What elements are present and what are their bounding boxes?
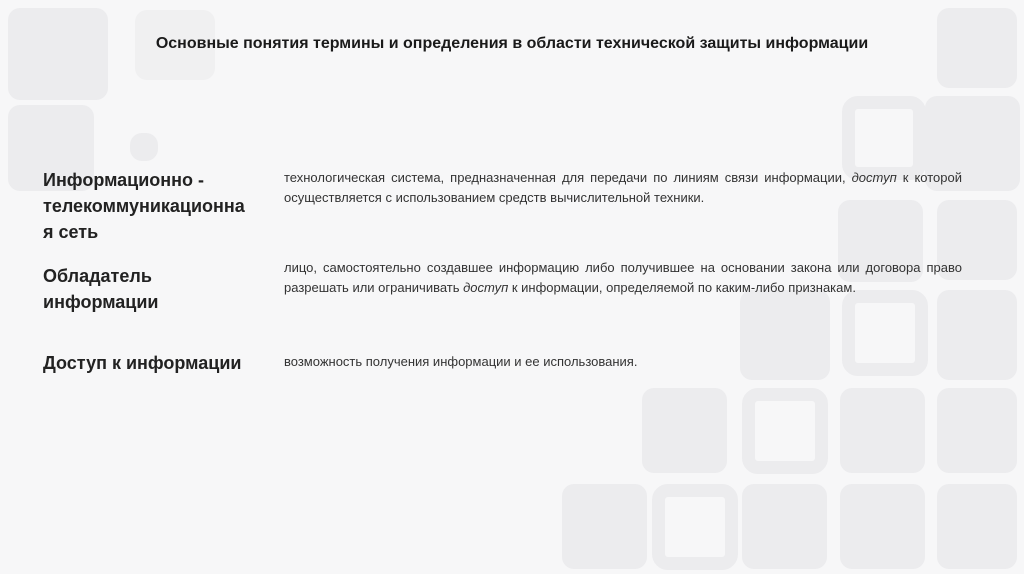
decorative-square <box>840 484 925 569</box>
term-line: я сеть <box>43 222 99 242</box>
term-line: Информационно - <box>43 170 205 190</box>
term-definition <box>284 168 962 208</box>
term-line: Доступ к информации <box>43 353 242 373</box>
slide-title: Основные понятия термины и определения в области технической защиты информации <box>155 35 869 52</box>
decorative-square <box>742 484 827 569</box>
definition-text: к информации, определяемой по каким-либо признакам. <box>508 280 856 295</box>
term-title <box>43 167 245 245</box>
decorative-square <box>562 484 647 569</box>
decorative-square <box>937 484 1017 569</box>
term-definition <box>284 258 962 298</box>
definition-text: к которой осуществляется с использованием средств вычислительной техники. <box>284 170 962 205</box>
decorative-square <box>840 388 925 473</box>
decorative-square <box>652 484 738 570</box>
term-line: информации <box>43 292 159 312</box>
term-line: телекоммуникационна <box>43 196 245 216</box>
term-line: Обладатель <box>43 266 152 286</box>
decorative-square <box>642 388 727 473</box>
decorative-square <box>130 133 158 161</box>
definition-text: технологическая система, предназначенная для передачи по линиям связи информации, <box>284 170 852 185</box>
definition-text: лицо, самостоятельно создавшее информацию либо получившее на основании закона или договора право разрешать или ограничивать <box>284 260 962 295</box>
definition-text: возможность получения информации и ее использования. <box>284 354 638 369</box>
term-definition <box>284 352 962 372</box>
decorative-square <box>937 388 1017 473</box>
decorative-square <box>742 388 828 474</box>
term-title <box>43 263 159 315</box>
definition-emphasis: доступ <box>851 170 897 185</box>
term-title <box>43 350 241 376</box>
definition-emphasis: доступ <box>463 280 509 295</box>
decorative-square <box>12 12 98 98</box>
